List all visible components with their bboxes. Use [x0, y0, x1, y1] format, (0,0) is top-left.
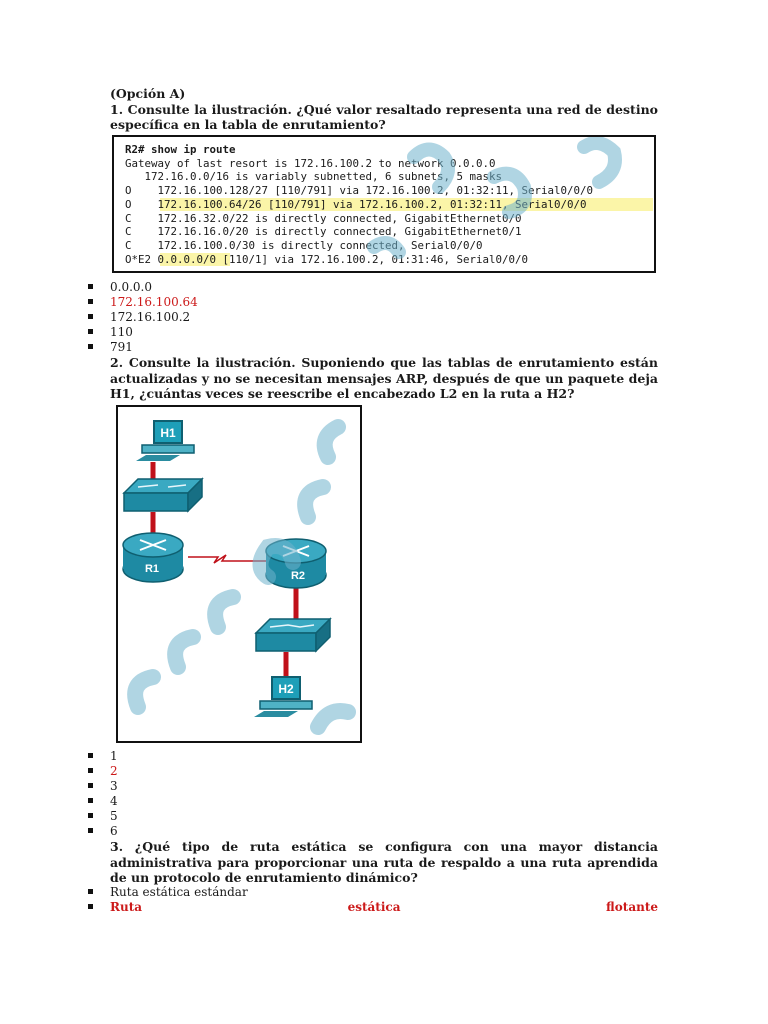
answer-option[interactable]: 110: [88, 325, 658, 340]
answer-option[interactable]: 3: [88, 779, 658, 794]
answer-option[interactable]: 791: [88, 340, 658, 355]
bullet-icon: [88, 828, 93, 833]
host-h2-label: H2: [278, 682, 294, 696]
question-1-options: [88, 280, 658, 355]
bullet-icon: [88, 299, 93, 304]
terminal-line: C 172.16.100.0/30 is directly connected, Serial0/0/0: [125, 238, 483, 252]
host-h1-label: H1: [160, 426, 176, 440]
terminal-line: C 172.16.16.0/20 is directly connected, GigabitEthernet0/1: [125, 225, 522, 239]
bullet-icon: [88, 344, 93, 349]
router-r1-label: R1: [144, 563, 160, 575]
answer-option[interactable]: 6: [88, 824, 658, 839]
terminal-line: O 172.16.100.128/27 [110/791] via 172.16.100.2, 01:32:11, Serial0/0/0: [125, 184, 594, 198]
question-3-text: 3. ¿Qué tipo de ruta estática se configura con una mayor distancia administrativa para proporcionar una ruta de respaldo a una ruta aprendida de un protocolo de enrutamiento dinámico?: [110, 839, 658, 885]
answer-option[interactable]: 172.16.100.2: [88, 310, 658, 325]
switch-1-icon: [124, 479, 202, 511]
answer-option[interactable]: 0.0.0.0: [88, 280, 658, 295]
question-2-text: 2. Consulte la ilustración. Suponiendo que las tablas de enrutamiento están actualizadas y no se necesitan mensajes ARP, después de que un paquete deja H1, ¿cuántas veces se reescribe el encabezado L2 en la ruta a H2?: [110, 355, 658, 401]
question-2-block: [110, 355, 658, 402]
bullet-icon: [88, 813, 93, 818]
bullet-icon: [88, 329, 93, 334]
answer-option-correct[interactable]: 172.16.100.64: [88, 295, 658, 310]
answer-option[interactable]: 4: [88, 794, 658, 809]
terminal-line: O 172.16.100.64/26 [110/791] via 172.16.100.2, 01:32:11, Serial0/0/0: [125, 197, 587, 211]
bullet-icon: [88, 904, 93, 909]
bullet-icon: [88, 798, 93, 803]
bullet-icon: [88, 768, 93, 773]
question-2-options: [88, 749, 658, 839]
terminal-line: Gateway of last resort is 172.16.100.2 to network 0.0.0.0: [125, 156, 496, 170]
bullet-icon: [88, 314, 93, 319]
network-diagram: [116, 405, 362, 743]
terminal-line: 172.16.0.0/16 is variably subnetted, 6 subnets, 5 masks: [125, 170, 503, 184]
answer-option-correct[interactable]: 2: [88, 764, 658, 779]
bullet-icon: [88, 753, 93, 758]
question-3-options: [88, 885, 658, 915]
terminal-line: O*E2 0.0.0.0/0 [110/1] via 172.16.100.2, 01:31:46, Serial0/0/0: [125, 252, 529, 266]
option-label: (Opción A): [110, 86, 186, 101]
answer-option-correct[interactable]: Ruta estática flotante: [88, 900, 658, 915]
answer-option[interactable]: 5: [88, 809, 658, 824]
routing-table-terminal: [112, 135, 656, 273]
router-r2-label: R2: [290, 570, 306, 582]
topology-diagram: [118, 407, 360, 741]
terminal-line: C 172.16.32.0/22 is directly connected, GigabitEthernet0/0: [125, 211, 522, 225]
bullet-icon: [88, 783, 93, 788]
question-1-text: 1. Consulte la ilustración. ¿Qué valor resaltado representa una red de destino específica en la tabla de enrutamiento?: [110, 101, 658, 132]
question-3-block: [110, 839, 658, 886]
answer-option[interactable]: Ruta estática estándar: [88, 885, 658, 900]
question-1-block: [110, 86, 658, 133]
bullet-icon: [88, 889, 93, 894]
terminal-line: R2# show ip route: [125, 143, 236, 156]
bullet-icon: [88, 284, 93, 289]
answer-option[interactable]: 1: [88, 749, 658, 764]
switch-2-icon: [256, 619, 330, 651]
